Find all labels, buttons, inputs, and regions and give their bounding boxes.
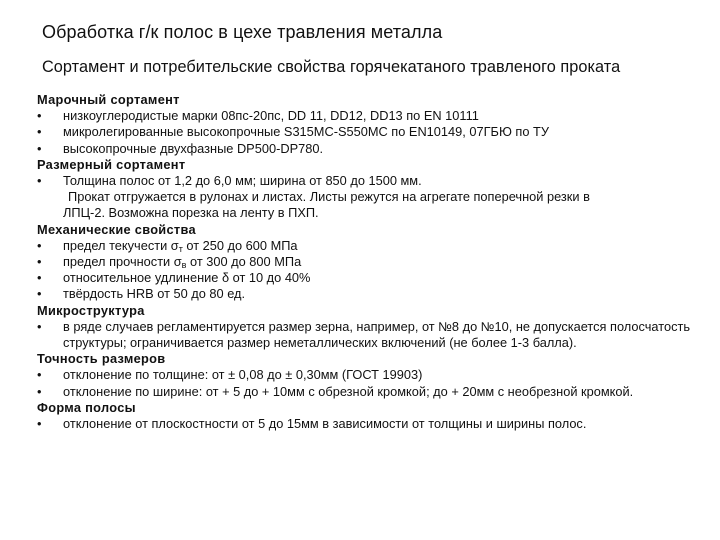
yield-suffix: от 250 до 600 МПа (182, 237, 298, 253)
list-item (37, 367, 697, 383)
tensile-prefix: предел прочности σ (63, 254, 182, 270)
list-item (37, 173, 697, 189)
section-heading-size: Размерный сортамент (37, 156, 186, 172)
list-item-text: в ряде случаев регламентируется размер зерна, например, от №8 до №10, не допускается полосчатость структуры; ограничивается размер неметаллических включений (не более 1-3 балла). (63, 318, 691, 351)
bullet: • (37, 140, 42, 156)
bullet: • (37, 108, 42, 124)
list-item (37, 124, 697, 140)
shipping-note-line: Прокат отгружается в рулонах и листах. Листы режутся на агрегате поперечной резки в (68, 189, 590, 205)
list-item (37, 270, 697, 286)
bullet: • (37, 416, 42, 432)
section-heading-shape: Форма полосы (37, 399, 136, 415)
list-item-text: микролегированные высокопрочные S315MC-S550MC по EN10149, 07ГБЮ по ТУ (63, 124, 549, 140)
yield-subscript: т (178, 243, 183, 254)
list-item (37, 238, 697, 254)
bullet: • (37, 318, 42, 334)
page-title: Обработка г/к полос в цехе травления металла (42, 22, 443, 42)
list-item-text: твёрдость HRB от 50 до 80 ед. (63, 286, 246, 302)
list-item (37, 141, 697, 157)
list-item (37, 108, 697, 124)
bullet: • (37, 367, 42, 383)
list-item (37, 416, 697, 432)
tensile-subscript: в (181, 260, 187, 271)
list-item (37, 384, 697, 400)
list-item-text: высокопрочные двухфазные DP500-DP780. (63, 140, 324, 156)
list-item (37, 286, 697, 302)
bullet: • (37, 383, 42, 399)
bullet: • (37, 254, 42, 270)
list-item (37, 254, 697, 270)
bullet: • (37, 270, 42, 286)
document-body (37, 92, 697, 432)
list-item-text: отклонение от плоскостности от 5 до 15мм в зависимости от толщины и ширины полос. (63, 416, 587, 432)
bullet: • (37, 124, 42, 140)
section-heading-grade: Марочный сортамент (37, 92, 180, 107)
list-item-text: низкоуглеродистые марки 08пс-20пс, DD 11, DD12, DD13 по EN 10111 (63, 108, 479, 124)
bullet: • (37, 286, 42, 302)
shipping-note-line: ЛПЦ-2. Возможна порезка на ленту в ПХП. (63, 205, 319, 221)
list-item-text: относительное удлинение δ от 10 до 40% (63, 270, 311, 286)
shipping-note (37, 189, 697, 221)
bullet: • (37, 173, 42, 189)
section-heading-microstructure: Микроструктура (37, 302, 145, 318)
list-item-text: отклонение по ширине: от + 5 до + 10мм с обрезной кромкой; до + 20мм с необрезной кромкой. (63, 383, 634, 399)
list-item-text: Толщина полос от 1,2 до 6,0 мм; ширина от 850 до 1500 мм. (63, 173, 422, 189)
page-subtitle: Сортамент и потребительские свойства горячекатаного травленого проката (42, 58, 621, 76)
tensile-suffix: от 300 до 800 МПа (186, 254, 302, 270)
yield-prefix: предел текучести σ (63, 237, 179, 253)
list-item-text: отклонение по толщине: от ± 0,08 до ± 0,30мм (ГОСТ 19903) (63, 367, 423, 383)
bullet: • (37, 237, 42, 253)
list-item (37, 319, 697, 351)
section-heading-mechanical: Механические свойства (37, 221, 196, 237)
section-heading-accuracy: Точность размеров (37, 351, 166, 367)
